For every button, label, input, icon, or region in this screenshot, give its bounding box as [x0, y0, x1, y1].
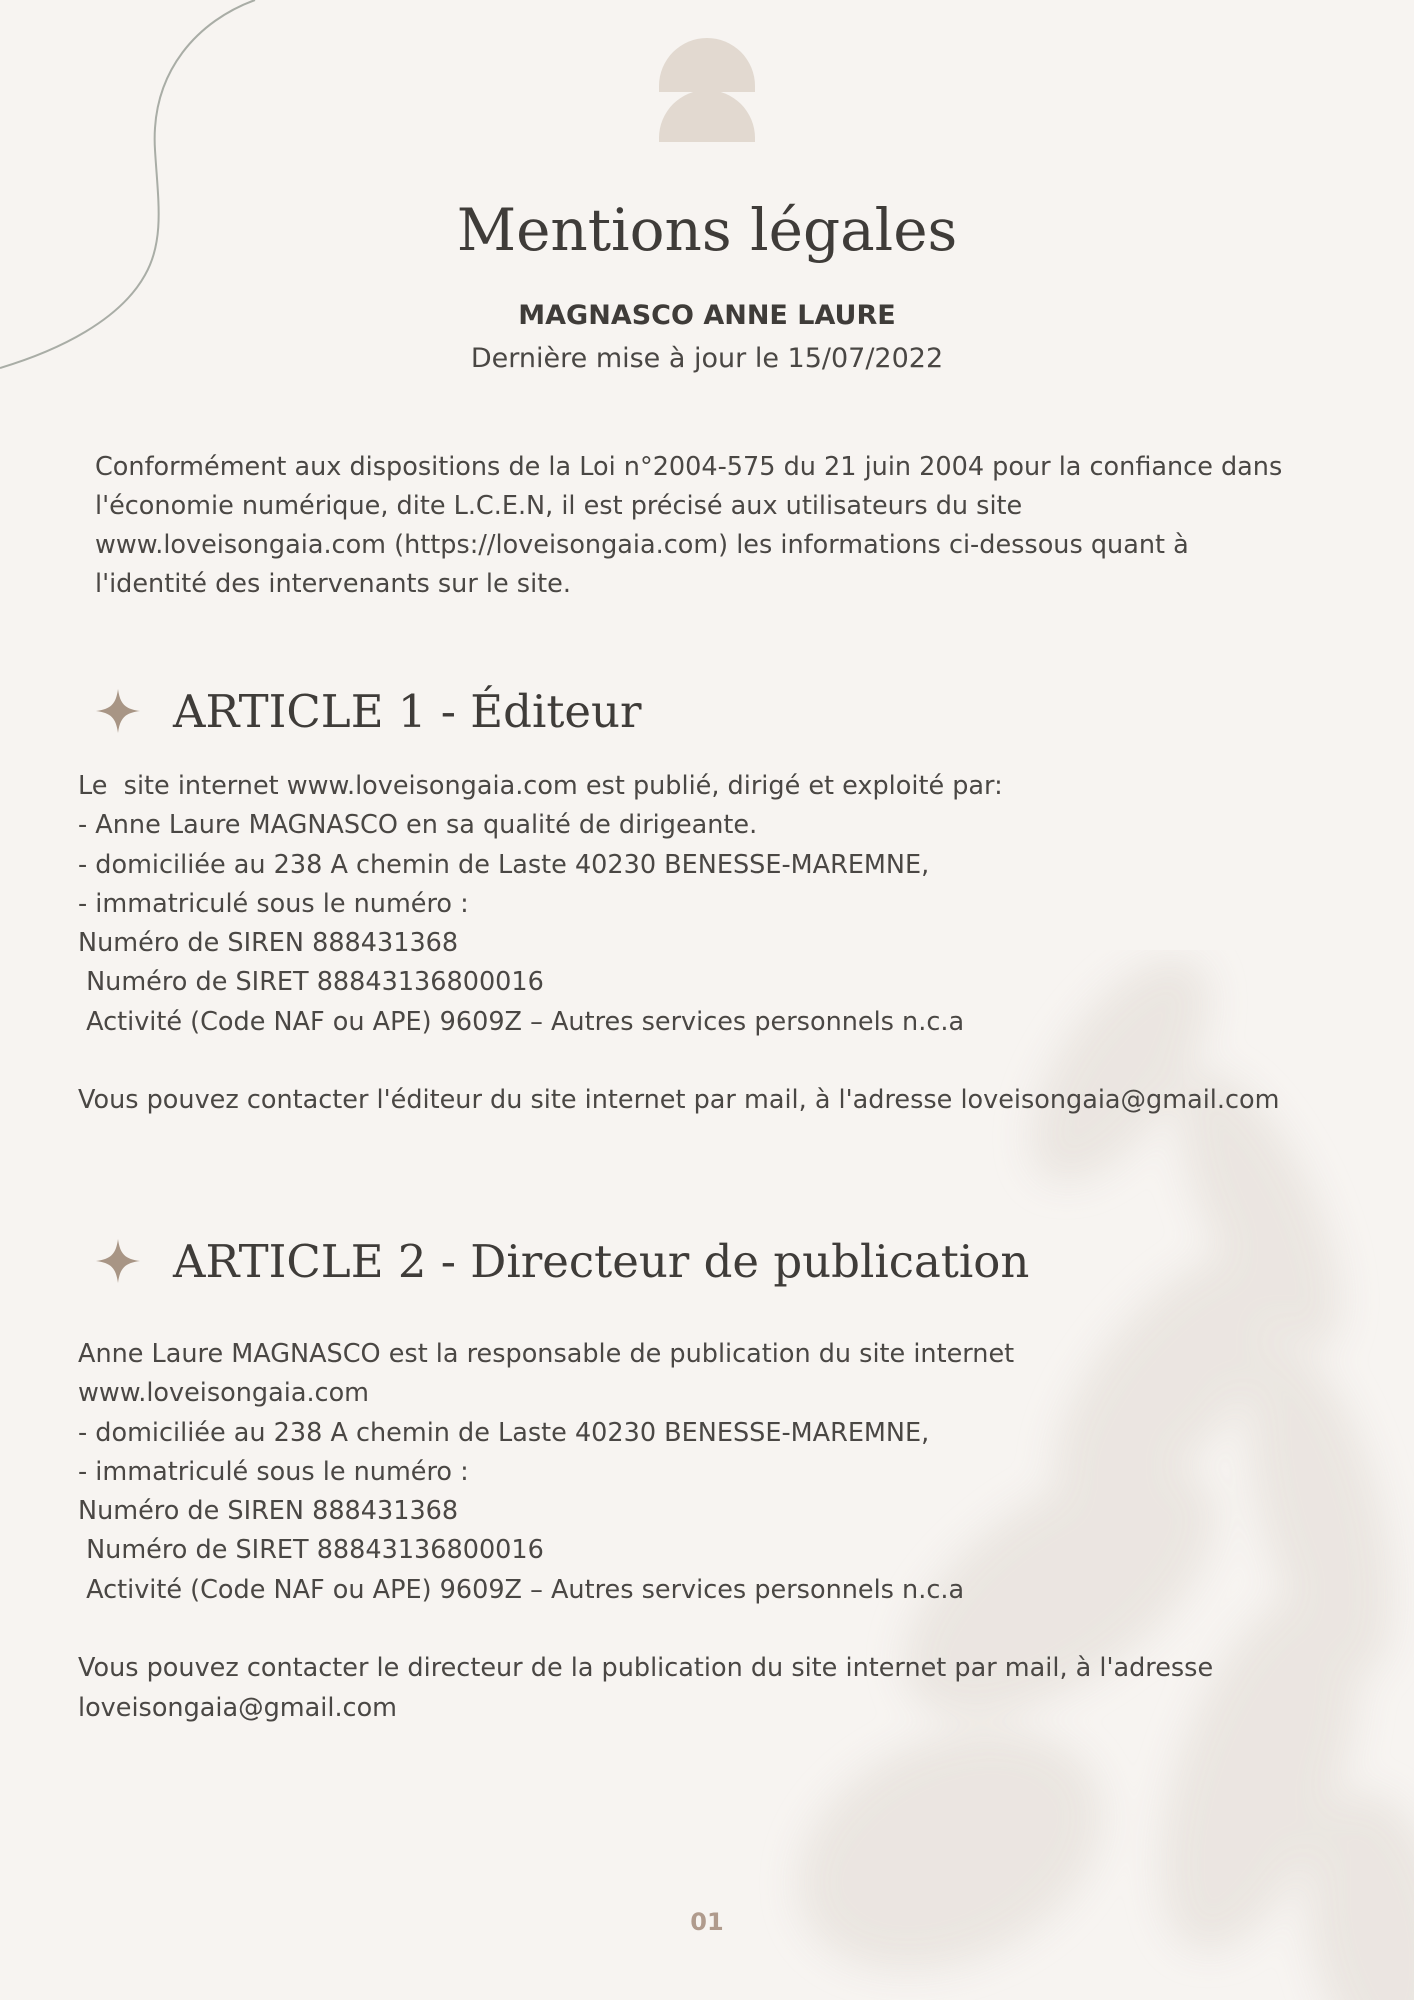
article-line: Anne Laure MAGNASCO est la responsable de publication du site internet	[78, 1339, 1015, 1369]
article-2-heading	[95, 1231, 1029, 1291]
intro-line: l'identité des intervenants sur le site.	[95, 569, 571, 599]
page-title: Mentions légales	[456, 196, 958, 264]
article-1-heading	[95, 681, 642, 741]
article-line: Numéro de SIREN 888431368	[78, 928, 459, 959]
article-2-contact: Vous pouvez contacter le directeur de la publication du site internet par mail, à l'adresse	[78, 1653, 1214, 1684]
article-line: - immatriculé sous le numéro :	[78, 1456, 469, 1487]
intro-line: www.loveisongaia.com (https://loveisongaia.com) les informations ci-dessous quant à	[95, 530, 1189, 560]
article-line: - domiciliée au 238 A chemin de Laste 40230 BENESSE-MAREMNE,	[78, 849, 930, 880]
article-1-body	[78, 767, 1358, 1121]
article-line: Activité (Code NAF ou APE) 9609Z – Autres services personnels n.c.a	[78, 1574, 965, 1605]
intro-paragraph	[95, 448, 1325, 604]
owner-name: MAGNASCO ANNE LAURE	[518, 300, 896, 331]
article-line: Le site internet www.loveisongaia.com est publié, dirigé et exploité par:	[78, 771, 1003, 801]
sparkle-star-icon	[95, 688, 141, 734]
article-line: Activité (Code NAF ou APE) 9609Z – Autres services personnels n.c.a	[78, 1006, 965, 1037]
article-1-contact: Vous pouvez contacter l'éditeur du site internet par mail, à l'adresse loveisongaia@gmail.com	[78, 1085, 1280, 1116]
intro-line: Conformément aux dispositions de la Loi n°2004-575 du 21 juin 2004 pour la confiance dans	[95, 452, 1283, 482]
article-2-body	[78, 1335, 1358, 1728]
article-2-title: ARTICLE 2 - Directeur de publication	[173, 1234, 1030, 1288]
article-line: www.loveisongaia.com	[78, 1378, 370, 1409]
intro-line: l'économie numérique, dite L.C.E.N, il est précisé aux utilisateurs du site	[95, 491, 1023, 521]
sparkle-star-icon	[95, 1238, 141, 1284]
article-line: - immatriculé sous le numéro :	[78, 888, 469, 919]
article-2-contact-email: loveisongaia@gmail.com	[78, 1692, 398, 1723]
article-line: Numéro de SIRET 88843136800016	[78, 1535, 544, 1566]
article-line: Numéro de SIRET 88843136800016	[78, 967, 544, 998]
page-number: 01	[690, 1908, 724, 1936]
article-line: Numéro de SIREN 888431368	[78, 1496, 459, 1527]
last-updated: Dernière mise à jour le 15/07/2022	[470, 343, 944, 374]
article-line: - domiciliée au 238 A chemin de Laste 40230 BENESSE-MAREMNE,	[78, 1417, 930, 1448]
article-line: - Anne Laure MAGNASCO en sa qualité de dirigeante.	[78, 810, 758, 841]
arch-shape-icon	[658, 38, 756, 142]
article-1-title: ARTICLE 1 - Éditeur	[173, 684, 642, 738]
